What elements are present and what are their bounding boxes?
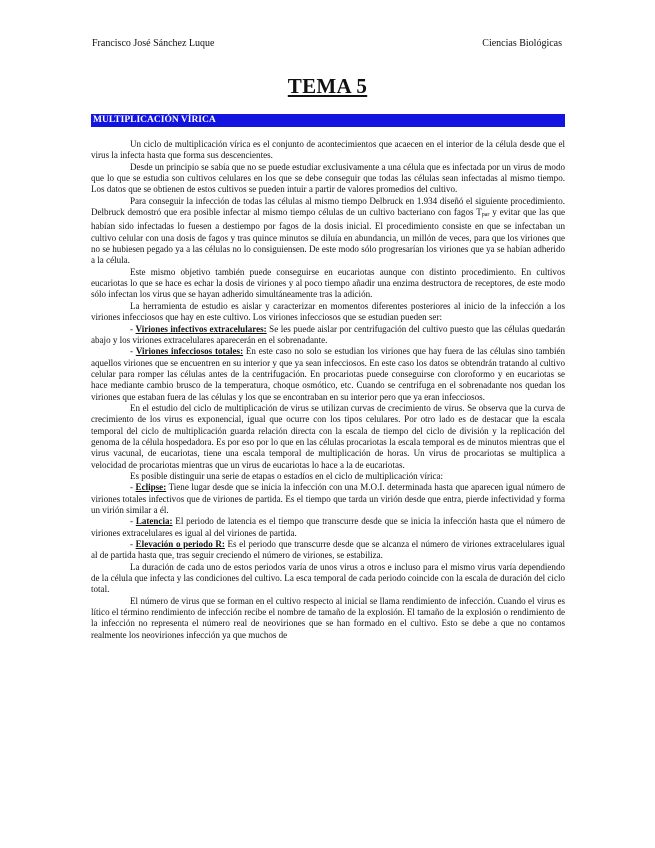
- term-elevacion: Elevación o periodo R:: [135, 539, 225, 550]
- paragraph-13: La duración de cada uno de estos periodos varía de unos virus a otros e incluso para el mismo virus varía dependiendo de la célula que infecta y las condiciones del cultivo. La esca temporal de cada periodo coincide con la escala de duración del ciclo total.: [91, 561, 565, 595]
- header-subject: Ciencias Biológicas: [482, 38, 562, 49]
- paragraph-9: Es posible distinguir una serie de etapas o estadíos en el ciclo de multiplicación vírica:: [130, 470, 444, 481]
- paragraph-3-text-a: Para conseguir la infección de todas las células al mismo tiempo Delbruck en 1.934 diseñó el siguiente procedimiento. Delbruck demostró que era posible infectar al mismo tiempo células de un cultivo bacteriano con fagos T: [91, 195, 565, 218]
- header-author: Francisco José Sánchez Luque: [92, 38, 215, 49]
- paragraph-5: La herramienta de estudio es aislar y caracterizar en momentos diferentes posteriores al inicio de la infección a los viriones infecciosos que hay en este cultivo. Los viriones infecciosos que se estudian pueden ser:: [91, 300, 565, 323]
- paragraph-3-subscript: par: [481, 212, 490, 219]
- list-item-elevacion: [91, 539, 565, 562]
- paragraph-2: Desde un principio se sabía que no se puede estudiar exclusivamente a una célula que es infectada por un virus de modo que lo que se estudia son cultivos celulares en los que se debe conseguir que todas las células sean infectadas al mismo tiempo. Los datos que se obtienen de estos cultivos se pueden intuir a partir de valores promedios del cultivo.: [91, 161, 565, 195]
- definition-total: En este caso no solo se estudian los viriones que hay fuera de las células sino también aquellos viriones que se encuentren en su interior y que ya sean infecciosos. En este caso los datos se obtendrán tratando al cultivo celular para romper las células antes de la centrifugación. En procariotas puede conseguirse con cloroformo y en eucariotas se hace mediante cambio brusco de la temperatura, choque osmótico, etc. Cuando se centrifuga en el sobrenadante nos quedan los viriones que estaban fuera de las células y los que se encontraban en su interior pero que ya eran infecciosos.: [91, 346, 565, 402]
- paragraph-8: En el estudio del ciclo de multiplicación de virus se utilizan curvas de crecimiento de virus. Se observa que la curva de crecimiento de los virus es exponencial, igual que ocurre con los tipos celulares. Por otro lado es de destacar que la escala temporal del ciclo de multiplicación guarda relación directa con la escala de tiempo del ciclo de división y la replicación del genoma de la célula hospedadora. Es por eso por lo que en las células procariotas la escala temporal es de minutos mientras que el virus vacunal, de eucariotas, tiene una escala temporal de multiplicación de horas. Un virus de procariotas se multiplica a velocidad de procariotas mientras que un virus de eucariotas lo hace a la de eucariotas.: [91, 402, 565, 470]
- term-latencia: Latencia:: [135, 516, 173, 527]
- definition-eclipse: Tiene lugar desde que se inicia la infección con una M.O.I. determinada hasta que aparecen igual número de viriones totales infectivos que de viriones de partida. Es el tiempo que tarda un virión desde que entra, pierde infectividad y forma un virión similar a él.: [91, 482, 566, 515]
- document-body: [91, 139, 565, 641]
- paragraph-3: [91, 196, 565, 267]
- section-heading: MULTIPLICACIÓN VÍRICA: [91, 114, 565, 127]
- page-title: TEMA 5: [287, 74, 368, 98]
- definition-elevacion: Es el periodo que transcurre desde que se alcanza el número de viriones extracelulares igual al de partida hasta que, tras seguir creciendo el número de viriones, se estabiliza.: [91, 539, 566, 561]
- list-dash: -: [130, 482, 136, 493]
- list-item-total: [91, 346, 565, 403]
- definition-latencia: El periodo de latencia es el tiempo que transcurre desde que se inicia la infección hasta que el número de viriones extracelulares es igual al del viriones de partida.: [91, 516, 565, 538]
- term-eclipse: Eclipse:: [135, 482, 167, 493]
- list-dash: -: [130, 516, 136, 527]
- definition-extracellular: Se les puede aislar por centrifugación del cultivo puesto que las células quedarán abajo y los viriones extracelulares aparecerán en el sobrenadante.: [91, 323, 565, 345]
- term-total: Viriones infecciosos totales:: [135, 346, 244, 357]
- paragraph-14: El número de virus que se forman en el cultivo respecto al inicial se llama rendimiento de infección. Cuando el virus es lítico el término rendimiento de infección recibe el nombre de tamaño de la explosión. El tamaño de la explosión o rendimiento de la infección no representa el número real de neoviriones que se han formado en el cultivo. Esto se debe a que no contamos realmente los neoviriones infección ya que muchos de: [91, 595, 565, 640]
- term-extracellular: Viriones infectivos extracelulares:: [135, 323, 267, 334]
- list-item-eclipse: [91, 482, 565, 516]
- list-dash: -: [130, 539, 136, 550]
- list-item-latencia: [91, 516, 565, 539]
- list-dash: -: [130, 323, 136, 334]
- paragraph-3-text-b: y evitar que las que habían sido infectadas lo fuesen a destiempo por fagos de la dosis inicial. El procedimiento consiste en que se infectaban un cultivo celular con una dosis de fagos y tras quince minutos se diluía en abundancia, un millón de veces, para que los viriones que no se hubiesen pegado ya a las células no lo consiguiensen. De este modo sólo progresarían los viriones que ya se habían adherido a la célula.: [91, 207, 565, 266]
- list-item-extracellular: [91, 324, 565, 347]
- list-dash: -: [130, 346, 136, 357]
- paragraph-1: Un ciclo de multiplicación vírica es el conjunto de acontecimientos que acaecen en el interior de la célula desde que el virus la infecta hasta que forma sus descencientes.: [91, 139, 565, 161]
- paragraph-4: Este mismo objetivo también puede conseguirse en eucariotas aunque con distinto procedimiento. En cultivos eucariotas lo que se hace es echar la dosis de viriones y al poco tiempo añadir una enzima destructora de receptores, de este modo sólo infectan los virus que se hayan adherido simultáneamente tras la adición.: [91, 266, 565, 300]
